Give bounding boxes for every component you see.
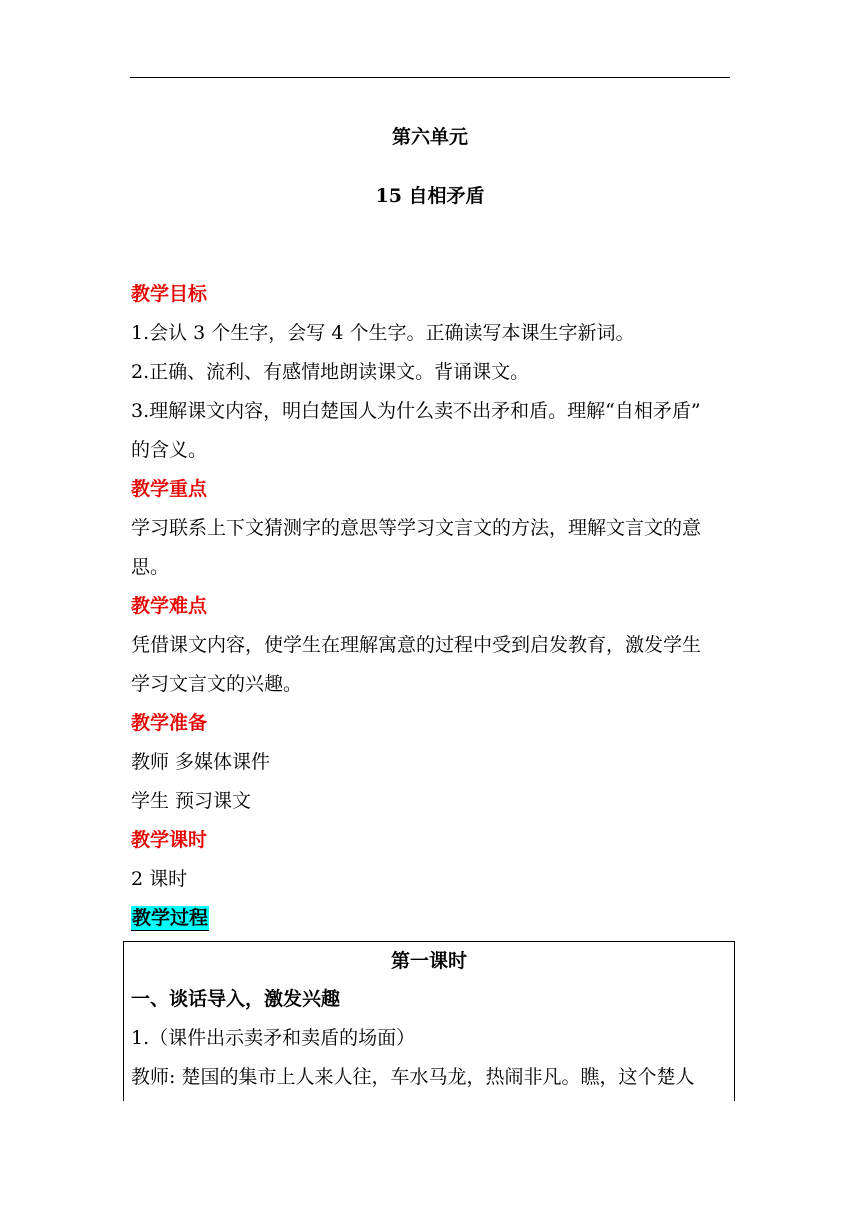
header-rule xyxy=(130,77,730,78)
objectives-heading: 教学目标 xyxy=(131,283,208,305)
periods-heading: 教学课时 xyxy=(131,829,208,851)
process-heading: 教学过程 xyxy=(132,907,209,929)
table-line: 1.（课件出示卖矛和卖盾的场面） xyxy=(131,1027,416,1049)
preparation-heading: 教学准备 xyxy=(131,712,208,734)
lesson-content xyxy=(131,275,731,938)
key-points-line: 思。 xyxy=(131,556,170,578)
difficulties-line: 学习文言文的兴趣。 xyxy=(131,673,303,695)
unit-title: 第六单元 xyxy=(391,126,468,148)
objective-item: 1.会认 3 个生字，会写 4 个生字。正确读写本课生字新词。 xyxy=(131,322,635,344)
periods-value: 2 课时 xyxy=(131,868,188,890)
period-title: 第一课时 xyxy=(390,950,467,972)
objective-item: 3.理解课文内容，明白楚国人为什么卖不出矛和盾。理解“自相矛盾” xyxy=(131,400,701,422)
process-table xyxy=(123,941,735,1101)
difficulties-heading: 教学难点 xyxy=(131,595,208,617)
objective-item: 2.正确、流利、有感情地朗读课文。背诵课文。 xyxy=(131,361,530,383)
lesson-title: 15 自相矛盾 xyxy=(375,185,485,207)
preparation-line: 教师 多媒体课件 xyxy=(131,751,271,773)
key-points-heading: 教学重点 xyxy=(131,478,208,500)
difficulties-line: 凭借课文内容，使学生在理解寓意的过程中受到启发教育，激发学生 xyxy=(131,634,702,656)
section-heading: 一、谈话导入，激发兴趣 xyxy=(131,988,341,1010)
key-points-line: 学习联系上下文猜测字的意思等学习文言文的方法，理解文言文的意 xyxy=(131,517,702,539)
table-line: 教师: 楚国的集市上人来人往，车水马龙，热闹非凡。瞧，这个楚人 xyxy=(131,1066,695,1088)
objective-item: 的含义。 xyxy=(131,439,208,461)
preparation-line: 学生 预习课文 xyxy=(131,790,252,812)
process-heading-row xyxy=(131,899,731,938)
